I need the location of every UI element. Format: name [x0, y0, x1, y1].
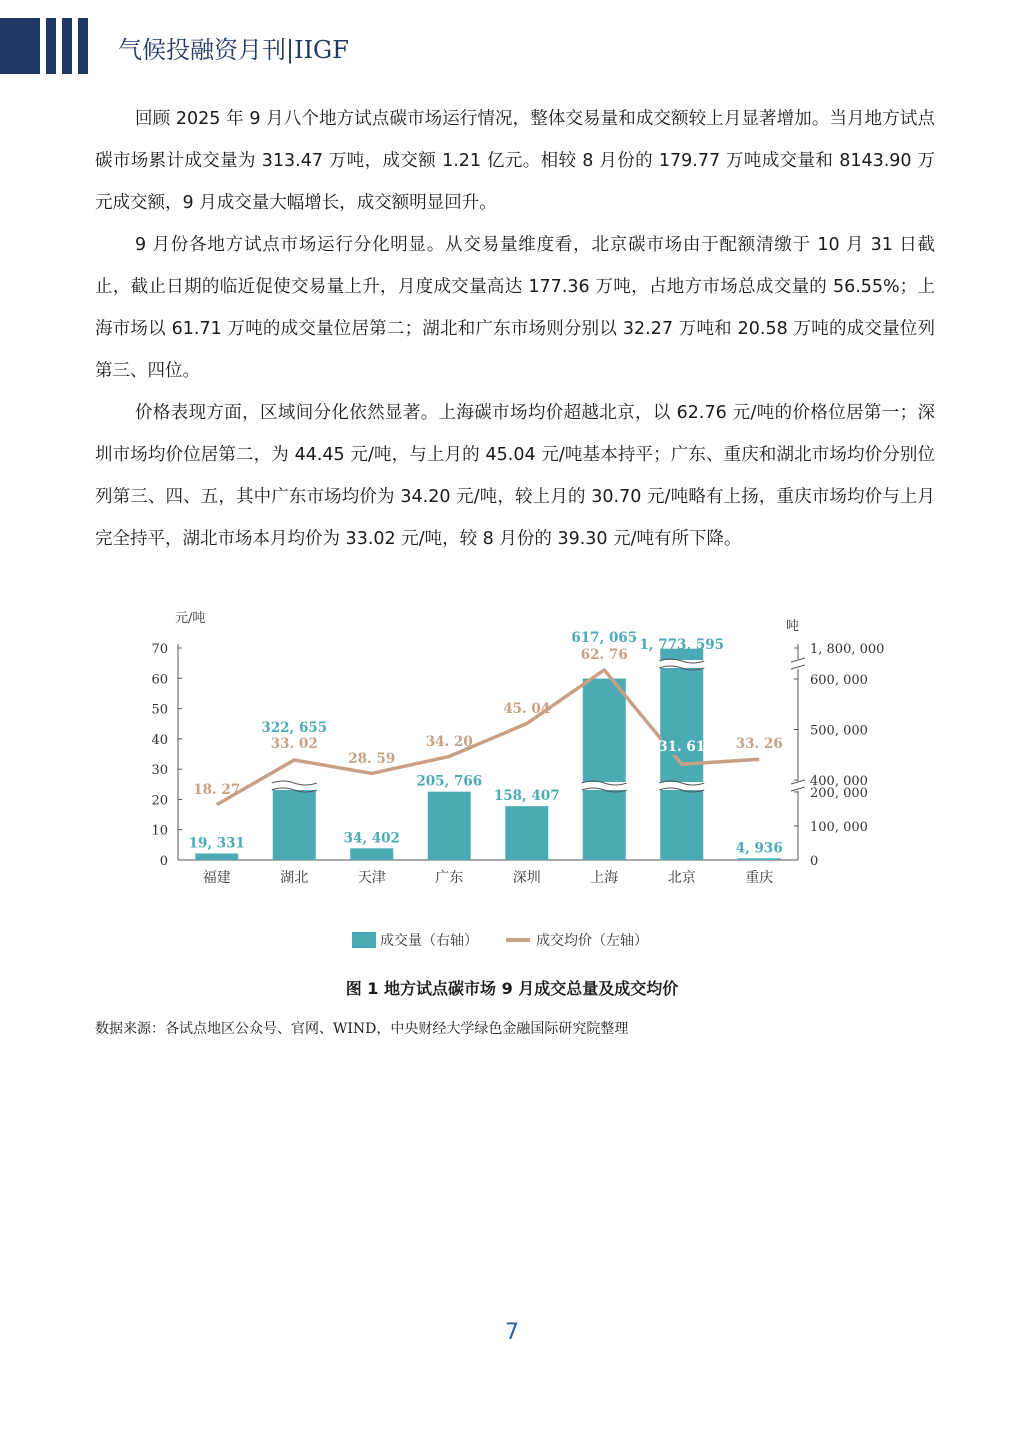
x-axis-category-label: 广东 [435, 870, 464, 886]
bar-上海 [583, 679, 626, 860]
x-axis-category-label: 天津 [357, 870, 386, 886]
price-value-label: 62. 76 [580, 647, 628, 663]
left-axis-tick-label: 40 [151, 732, 168, 748]
x-axis-category-label: 上海 [590, 870, 619, 886]
bar-value-label: 322, 655 [261, 720, 328, 736]
left-axis-tick-label: 30 [151, 763, 168, 779]
right-axis-unit: 吨 [786, 619, 800, 634]
paragraph-3: 价格表现方面，区域间分化依然显著。上海碳市场均价超越北京，以 62.76 元/吨的价格位居第一；深圳市场均价位居第二，为 44.45 元/吨，与上月的 45.04 元/吨基本持平；广东、重庆和湖北市场均价分别位列第三、四、五，其中广东市场均价为 34.20 元/吨，较上月的 30.70 元/吨略有上扬，重庆市场均价与上月完全持平，湖北市场本月均价为 33.02 元/吨，较 8 月份的 39.30 元/吨有所下降。 [95, 403, 935, 549]
legend-line-label: 成交均价（左轴） [536, 933, 648, 949]
page-number: 7 [505, 1320, 519, 1345]
price-value-label: 45. 04 [503, 701, 551, 717]
bar-value-label: 205, 766 [416, 773, 483, 790]
right-axis-tick-label: 0 [810, 854, 819, 869]
paragraph-1: 回顾 2025 年 9 月八个地方试点碳市场运行情况，整体交易量和成交额较上月显著增加。当月地方试点碳市场累计成交量为 313.47 万吨，成交额 1.21 亿元。相较 8 月份的 179.77 万吨成交量和 8143.90 万元成交额，9 月成交量大幅增长，成交额明显回升。 [95, 109, 935, 213]
price-value-label: 18. 27 [193, 782, 241, 798]
right-axis-tick-label: 200, 000 [810, 786, 868, 801]
bar-福建 [195, 853, 238, 860]
chart-container [140, 604, 900, 964]
x-axis-category-label: 深圳 [512, 870, 541, 886]
left-axis-unit: 元/吨 [175, 611, 206, 626]
legend-bar-label: 成交量（右轴） [380, 933, 478, 949]
x-axis-category-label: 重庆 [745, 870, 774, 886]
bar-湖北 [273, 785, 316, 860]
price-value-label: 31. 61 [658, 739, 706, 755]
left-axis-tick-label: 70 [151, 642, 168, 657]
bar-广东 [428, 792, 471, 860]
x-axis-category-label: 福建 [202, 870, 231, 886]
right-axis-tick-label: 600, 000 [810, 673, 868, 688]
data-source-note: 数据来源：各试点地区公众号、官网、WIND，中央财经大学绿色金融国际研究院整理 [95, 1021, 629, 1037]
bar-value-label: 1, 773, 595 [639, 637, 725, 653]
paragraph-2: 9 月份各地方试点市场运行分化明显。从交易量维度看，北京碳市场由于配额清缴于 10 月 31 日截止，截止日期的临近促使交易量上升，月度成交量高达 177.36 万吨，占地方市场总成交量的 56.55%；上海市场以 61.71 万吨的成交量位居第二；湖北和广东市场则分别以 32.27 万吨和 20.58 万吨的成交量位列第三、四位。 [95, 235, 935, 381]
bar-value-label: 158, 407 [493, 788, 560, 805]
left-axis-tick-label: 20 [151, 793, 168, 809]
bar-深圳 [505, 806, 548, 860]
bar-value-label: 4, 936 [735, 840, 783, 857]
left-axis-tick-label: 10 [151, 823, 168, 839]
bar-value-label: 34, 402 [343, 830, 400, 847]
price-value-label: 33. 26 [735, 736, 783, 752]
header-logo [0, 18, 100, 74]
figure-caption: 图 1 地方试点碳市场 9 月成交总量及成交均价 [345, 979, 679, 998]
bar-value-label: 617, 065 [571, 630, 638, 646]
left-axis-tick-label: 50 [151, 702, 168, 718]
price-value-label: 28. 59 [348, 751, 396, 767]
right-axis-tick-label: 1, 800, 000 [810, 642, 885, 657]
bar-天津 [350, 848, 393, 860]
x-axis-category-label: 湖北 [280, 870, 309, 886]
right-axis-tick-label: 100, 000 [810, 820, 868, 835]
legend-bar-swatch [352, 932, 376, 948]
publication-title: 气候投融资月刊|IIGF [118, 36, 349, 64]
article-body [95, 98, 935, 560]
right-axis-tick-label: 400, 000 [810, 774, 868, 789]
left-axis-tick-label: 60 [151, 672, 168, 688]
chart-svg [140, 604, 900, 964]
bar-重庆 [738, 858, 781, 860]
price-value-label: 34. 20 [425, 734, 473, 750]
bar-value-label: 19, 331 [188, 835, 245, 852]
price-value-label: 33. 02 [270, 736, 318, 752]
x-axis-category-label: 北京 [667, 870, 696, 886]
right-axis-tick-label: 500, 000 [810, 723, 868, 739]
left-axis-tick-label: 0 [159, 854, 168, 869]
